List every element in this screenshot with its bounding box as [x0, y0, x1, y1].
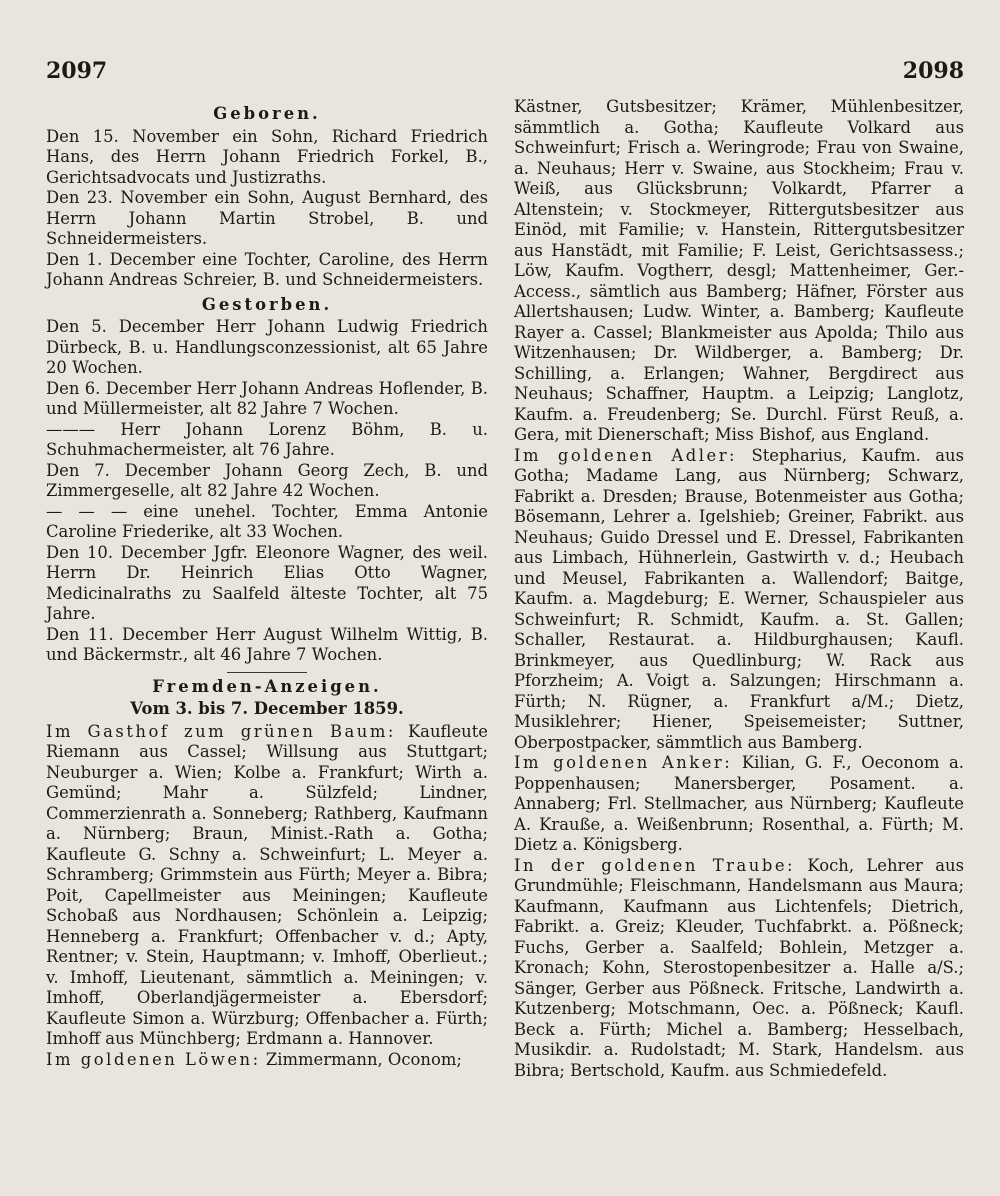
inn-label: Im goldenen Anker:: [514, 753, 733, 772]
inn-entry-golden-anchor: [514, 753, 964, 856]
birth-entry: Den 15. November ein Sohn, Richard Friedrich Hans, des Herrn Johann Friedrich Forkel, B., Gerichtsadvocats und Justizraths.: [46, 126, 488, 187]
inn-entry-golden-grape: [514, 856, 964, 1082]
inn-guests: Kaufleute Riemann aus Cassel; Willsung aus Stuttgart; Neuburger a. Wien; Kolbe a. Frankfurt; Wirth a. Gemünd; Mahr a. Sülzfeld; Lindner, Commerzienrath a. Sonneberg; Rathberg, Kaufmann a. Nürnberg; Braun, Minist.-Rath a. Gotha; Kaufleute G. Schny a. Schweinfurt; L. Meyer a. Schramberg; Grimmstein aus Fürth; Meyer a. Bibra; Poit, Capellmeister aus Meiningen; Kaufleute Schobaß aus Nordhausen; Schönlein a. Leipzig; Henneberg a. Frankfurt; Offenbacher v. d.; Apty, Rentner; v. Stein, Hauptmann; v. Imhoff, Oberlieut.; v. Imhoff, Lieutenant, sämmtlich a. Meiningen; v. Imhoff, Oberlandjägermeister a. Ebersdorf; Kaufleute Simon a. Würzburg; Offenbacher a. Fürth; Imhoff aus Münchberg; Erdmann a. Hannover.: [46, 721, 488, 1048]
births-heading: Geboren.: [213, 104, 321, 123]
page-number-left: 2097: [46, 58, 108, 84]
left-column: [46, 100, 488, 1070]
inn-label: In der goldenen Traube:: [514, 855, 796, 875]
inn-guests: Zimmermann, Oconom;: [265, 1049, 462, 1069]
inn-entry-golden-lion: [46, 1050, 488, 1071]
page-number-right: 2098: [902, 58, 964, 84]
inn-label: Im goldenen Löwen:: [46, 1049, 261, 1069]
inn-entry-golden-lion-continued: Kästner, Gutsbesitzer; Krämer, Mühlenbesitzer, sämmtlich a. Gotha; Kaufleute Volkard aus Schweinfurt; Frisch a. Weringrode; Frau von Swaine, a. Neuhaus; Herr v. Swaine, aus Stockheim; Frau v. Weiß, aus Glücksbrunn; Volkardt, Pfarrer a Altenstein; v. Stockmeyer, Rittergutsbesitzer aus Einöd, mit Familie; v. Hanstein, Rittergutsbesitzer aus Hanstädt, mit Familie; F. Leist, Gerichtsassess.; Löw, Kaufm. Vogtherr, desgl; Mattenheimer, Ger.-Access., sämtlich aus Bamberg; Häfner, Förster aus Allertshausen; Ludw. Winter, a. Bamberg; Kaufleute Rayer a. Cassel; Blankmeister aus Apolda; Thilo aus Witzenhausen; Dr. Wildberger, a. Bamberg; Dr. Schilling, a. Erlangen; Wahner, Bergdirect aus Neuhaus; Schaffner, Hauptm. a Leipzig; Langlotz, Kaufm. a. Freudenberg; Se. Durchl. Fürst Reuß, a. Gera, mit Dienerschaft; Miss Bishof, aus England.: [514, 97, 964, 444]
inn-guests: Stepharius, Kaufm. aus Gotha; Madame Lang, aus Nürnberg; Schwarz, Fabrikt a. Dresden; Brause, Botenmeister aus Gotha; Bösemann, Lehrer a. Igelshieb; Greiner, Fabrikt. aus Neuhaus; Guido Dressel und E. Dressel, Fabrikanten aus Limbach, Hühnerlein, Gastwirth v. d.; Heubach und Meusel, Fabrikanten a. Wallendorf; Baitge, Kaufm. a. Magdeburg; E. Werner, Schauspieler aus Schweinfurt; R. Schmidt, Kaufm. a. St. Gallen; Schaller, Restaurat. a. Hildburghausen; Kaufl. Brinkmeyer, aus Quedlinburg; W. Rack aus Pforzheim; A. Voigt a. Salzungen; Hirschmann a. Fürth; N. Rügner, a. Frankfurt a/M.; Dietz, Musiklehrer; Hiener, Speisemeister; Suttner, Oberpostpacker, sämmtlich aus Bamberg.: [514, 445, 964, 752]
inn-entry-golden-eagle: [514, 446, 964, 754]
inn-label: Im Gasthof zum grünen Baum:: [46, 721, 396, 741]
inn-guests: Koch, Lehrer aus Grundmühle; Fleischmann, Handelsmann aus Maura; Kaufmann, Kaufmann aus Lichtenfels; Dietrich, Fabrikt. a. Greiz; Kleuder, Tuchfabrkt. a. Pößneck; Fuchs, Gerber a. Saalfeld; Bohlein, Metzger a. Kronach; Kohn, Sterostopenbesitzer a. Halle a/S.; Sänger, Gerber aus Pößneck. Fritsche, Landwirth a. Kutzenberg; Motschmann, Oec. a. Pößneck; Kaufl. Beck a. Fürth; Michel a. Bamberg; Hesselbach, Musikdir. a. Rudolstadt; M. Stark, Handelsm. aus Bibra; Bertschold, Kaufm. aus Schmiedefeld.: [514, 855, 964, 1080]
deaths-heading: Gestorben.: [201, 294, 333, 314]
death-entry: Den 5. December Herr Johann Ludwig Friedrich Dürbeck, B. u. Handlungsconzessionist, alt 65 Jahre 20 Wochen.: [46, 317, 488, 377]
strangers-heading: Fremden-Anzeigen.: [152, 676, 382, 696]
inn-entry-green-tree: [46, 722, 488, 1050]
death-entry: Den 11. December Herr August Wilhelm Wittig, B. und Bäckermstr., alt 46 Jahre 7 Wochen.: [46, 624, 488, 664]
death-entry: Den 6. December Herr Johann Andreas Hoflender, B. und Müllermeister, alt 82 Jahre 7 Wochen.: [46, 378, 488, 418]
right-column: [514, 97, 964, 1081]
death-entry: — — — eine unehel. Tochter, Emma Antonie Caroline Friederike, alt 33 Wochen.: [46, 501, 488, 541]
birth-entry: Den 1. December eine Tochter, Caroline, des Herrn Johann Andreas Schreier, B. und Schneidermeisters.: [46, 249, 488, 289]
birth-entry: Den 23. November ein Sohn, August Bernhard, des Herrn Johann Martin Strobel, B. und Schneidermeisters.: [46, 188, 488, 248]
inn-label: Im goldenen Adler:: [514, 445, 738, 465]
death-entry: ——— Herr Johann Lorenz Böhm, B. u. Schuhmachermeister, alt 76 Jahre.: [46, 419, 488, 459]
section-divider: [227, 672, 307, 673]
inn-guests: Kilian, G. F., Oeconom a. Poppenhausen; Manersberger, Posament. a. Annaberg; Frl. Stellmacher, aus Nürnberg; Kaufleute A. Krauße, a. Weißenbrunn; Rosenthal, a. Fürth; M. Dietz a. Königsberg.: [514, 753, 964, 854]
death-entry: Den 10. December Jgfr. Eleonore Wagner, des weil. Herrn Dr. Heinrich Elias Otto Wagner, Medicinalraths zu Saalfeld älteste Tochter, alt 75 Jahre.: [46, 542, 488, 623]
strangers-dates: Vom 3. bis 7. December 1859.: [130, 699, 404, 718]
death-entry: Den 7. December Johann Georg Zech, B. und Zimmergeselle, alt 82 Jahre 42 Wochen.: [46, 460, 488, 500]
